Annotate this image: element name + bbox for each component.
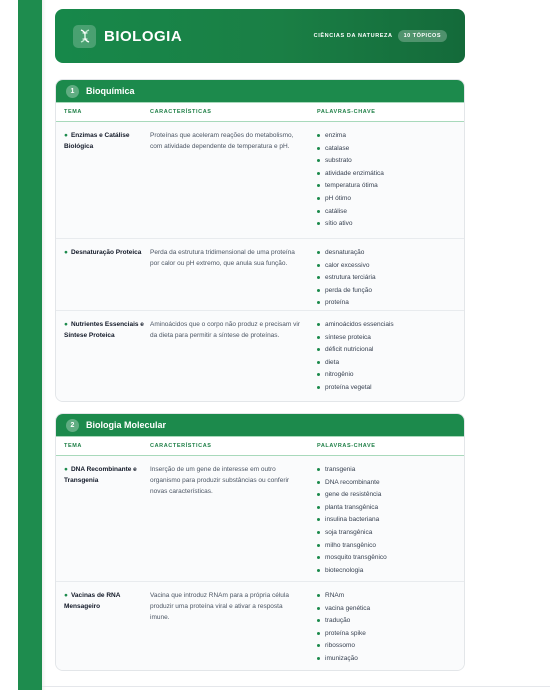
col-header-palavras: PALAVRAS-CHAVE [317, 443, 376, 449]
keyword-label: calor excessivo [325, 261, 370, 269]
bullet-icon [317, 276, 320, 279]
bullet-icon [317, 197, 320, 200]
keyword-item [317, 464, 387, 477]
section-header [56, 414, 464, 436]
col-header-palavras: PALAVRAS-CHAVE [317, 109, 376, 115]
bullet-icon [317, 493, 320, 496]
section-bioquimica [55, 79, 465, 402]
keyword-label: vacina genética [325, 604, 371, 612]
section-title: Biologia Molecular [86, 420, 167, 430]
bullet-icon [317, 323, 320, 326]
keyword-label: imunização [325, 654, 358, 662]
keyword-label: mosquito transgênico [325, 554, 387, 562]
row-description: Inserção de um gene de interesse em outro organismo para produzir substâncias ou conferir novas características. [150, 466, 290, 495]
keyword-label: RNAm [325, 592, 345, 599]
row-topic-label: Desnaturação Proteica [70, 249, 142, 256]
keyword-item [317, 527, 387, 540]
bullet-icon [317, 556, 320, 559]
keyword-item [317, 285, 376, 298]
keyword-item [317, 357, 394, 370]
row-topic-label: Enzimas e Catálise Biológica [64, 132, 130, 150]
row-description: Vacina que introduz RNAm para a própria célula produzir uma proteína viral e ativar a resposta imune. [150, 592, 289, 621]
row-description: Perda da estrutura tridimensional de uma proteína por calor ou pH extremo, que anula sua função. [150, 249, 295, 267]
keyword-item [317, 344, 394, 357]
keyword-label: déficit nutricional [325, 346, 374, 354]
keyword-item [317, 143, 384, 156]
bullet-icon [317, 184, 320, 187]
keyword-label: tradução [325, 617, 351, 625]
page-edge [42, 0, 46, 690]
col-header-tema: TEMA [64, 109, 82, 115]
row-topic [64, 247, 144, 258]
keyword-item [317, 565, 387, 578]
bullet-icon [317, 289, 320, 292]
keyword-item [317, 653, 370, 666]
keyword-label: nitrogênio [325, 371, 354, 379]
keyword-item [317, 319, 394, 332]
keyword-label: planta transgênica [325, 503, 379, 511]
keyword-label: DNA recombinante [325, 478, 380, 486]
keyword-label: proteína [325, 299, 349, 307]
keyword-label: substrato [325, 157, 352, 165]
keyword-label: catálise [325, 207, 348, 215]
keyword-item [317, 260, 376, 273]
bullet-icon [317, 506, 320, 509]
page-bottom-rule [42, 686, 550, 687]
table-row [56, 311, 464, 401]
keyword-list [317, 590, 370, 666]
row-description: Aminoácidos que o corpo não produz e precisam vir da dieta para permitir a síntese de proteínas. [150, 321, 300, 339]
col-header-caracteristicas: CARACTERÍSTICAS [150, 109, 212, 115]
bullet-icon [317, 222, 320, 225]
keyword-item [317, 382, 394, 395]
keyword-label: enzima [325, 132, 346, 139]
subject-label: CIÊNCIAS DA NATUREZA [313, 33, 393, 39]
bullet-icon [317, 134, 320, 137]
keyword-item [317, 155, 384, 168]
bullet-icon [317, 531, 320, 534]
keyword-item [317, 297, 376, 310]
keyword-label: pH ótimo [325, 194, 352, 202]
bullet-icon [317, 264, 320, 267]
bullet-icon [317, 644, 320, 647]
bullet-icon: ● [64, 592, 68, 599]
bullet-icon [317, 251, 320, 254]
keyword-label: síntese proteica [325, 333, 371, 341]
bullet-icon [317, 172, 320, 175]
row-topic [64, 590, 144, 612]
bullet-icon [317, 657, 320, 660]
bullet-icon [317, 301, 320, 304]
keyword-label: proteína spike [325, 629, 366, 637]
keyword-item [317, 489, 387, 502]
section-biologia-molecular [55, 413, 465, 671]
row-topic-label: Nutrientes Essenciais e Síntese Proteica [64, 321, 144, 339]
keyword-item [317, 552, 387, 565]
keyword-item [317, 640, 370, 653]
keyword-label: ribossomo [325, 642, 355, 650]
table-row [56, 582, 464, 670]
keyword-item [317, 502, 387, 515]
keyword-item [317, 206, 384, 219]
keyword-list [317, 464, 387, 577]
keyword-label: sítio ativo [325, 220, 353, 228]
keyword-label: estrutura terciária [325, 274, 376, 282]
keyword-item [317, 369, 394, 382]
col-header-tema: TEMA [64, 443, 82, 449]
keyword-label: dieta [325, 358, 340, 366]
table-row [56, 122, 464, 239]
keyword-item [317, 615, 370, 628]
bullet-icon [317, 569, 320, 572]
section-number: 1 [66, 85, 79, 98]
row-topic-label: Vacinas de RNA Mensageiro [64, 592, 121, 610]
bullet-icon: ● [64, 321, 68, 328]
keyword-item [317, 272, 376, 285]
bullet-icon [317, 361, 320, 364]
bullet-icon [317, 468, 320, 471]
row-topic [64, 464, 144, 486]
keyword-item [317, 540, 387, 553]
page-title: BIOLOGIA [104, 27, 183, 45]
bullet-icon [317, 481, 320, 484]
bullet-icon [317, 607, 320, 610]
keyword-item [317, 514, 387, 527]
keyword-list [317, 247, 376, 310]
keyword-item [317, 168, 384, 181]
keyword-item [317, 603, 370, 616]
column-headers [56, 436, 464, 456]
section-title: Bioquímica [86, 86, 135, 96]
keyword-label: temperatura ótima [325, 182, 378, 190]
bullet-icon [317, 632, 320, 635]
keyword-label: gene de resistência [325, 491, 382, 499]
dna-icon [73, 25, 96, 48]
keyword-label: proteína vegetal [325, 383, 372, 391]
row-topic-label: DNA Recombinante e Transgenia [64, 466, 137, 484]
row-description: Proteínas que aceleram reações do metabolismo, com atividade dependente de temperatura e pH. [150, 132, 294, 150]
bullet-icon [317, 386, 320, 389]
keyword-item [317, 130, 384, 143]
keyword-label: insulina bacteriana [325, 516, 380, 524]
bullet-icon [317, 336, 320, 339]
keyword-label: milho transgênico [325, 541, 376, 549]
keyword-label: perda de função [325, 286, 372, 294]
bullet-icon [317, 210, 320, 213]
keyword-item [317, 332, 394, 345]
keyword-list [317, 319, 394, 395]
keyword-item [317, 247, 376, 260]
bullet-icon [317, 594, 320, 597]
bullet-icon [317, 348, 320, 351]
bullet-icon [317, 518, 320, 521]
row-topic [64, 319, 144, 341]
bullet-icon: ● [64, 132, 68, 139]
table-row [56, 239, 464, 311]
keyword-item [317, 590, 370, 603]
topics-badge: 10 TÓPICOS [398, 30, 447, 42]
keyword-label: catalase [325, 144, 350, 152]
keyword-label: transgenia [325, 466, 356, 473]
row-topic [64, 130, 144, 152]
section-header [56, 80, 464, 102]
keyword-item [317, 218, 384, 231]
keyword-item [317, 477, 387, 490]
section-number: 2 [66, 419, 79, 432]
keyword-item [317, 193, 384, 206]
keyword-label: atividade enzimática [325, 169, 384, 177]
sidebar-stripe [18, 0, 42, 690]
column-headers [56, 102, 464, 122]
keyword-label: soja transgênica [325, 528, 373, 536]
keyword-item [317, 180, 384, 193]
keyword-label: desnaturação [325, 249, 365, 256]
bullet-icon: ● [64, 466, 68, 473]
bullet-icon [317, 619, 320, 622]
bullet-icon [317, 147, 320, 150]
keyword-item [317, 628, 370, 641]
bullet-icon [317, 159, 320, 162]
keyword-list [317, 130, 384, 231]
table-row [56, 456, 464, 582]
keyword-label: biotecnologia [325, 566, 364, 574]
bullet-icon: ● [64, 249, 68, 256]
keyword-label: aminoácidos essenciais [325, 321, 394, 328]
bullet-icon [317, 373, 320, 376]
bullet-icon [317, 544, 320, 547]
page-header [55, 9, 465, 63]
col-header-caracteristicas: CARACTERÍSTICAS [150, 443, 212, 449]
